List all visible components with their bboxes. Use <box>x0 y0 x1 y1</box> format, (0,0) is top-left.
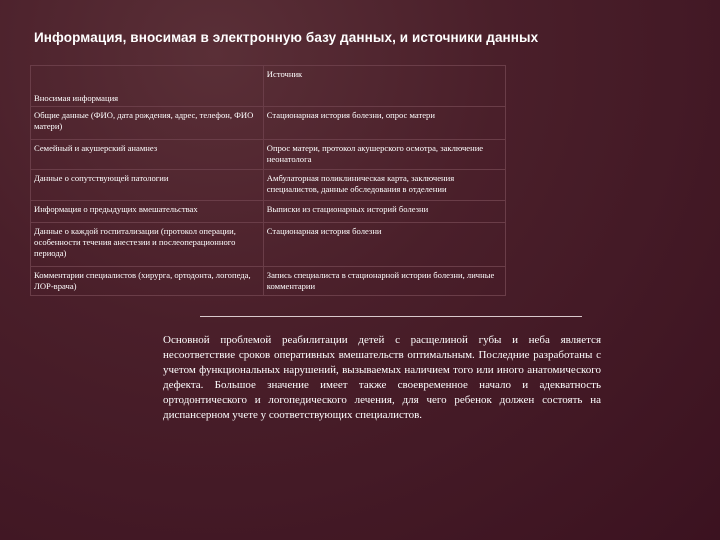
row-info: Информация о предыдущих вмешательствах <box>31 201 264 223</box>
table-row <box>31 223 506 267</box>
table-row <box>31 267 506 296</box>
slide-title: Информация, вносимая в электронную базу данных, и источники данных <box>34 30 539 45</box>
table-row <box>31 201 506 223</box>
header-source: Источник <box>263 66 505 107</box>
row-info: Комментарии специалистов (хирурга, ортодонта, логопеда, ЛОР-врача) <box>31 267 264 296</box>
body-paragraph: Основной проблемой реабилитации детей с расщелиной губы и неба является несоответствие сроков оперативных вмешательств оптимальным. Последние разработаны с учетом функциональных нарушений, вызываемых наличием того или иного анатомического дефекта. Большое значение имеет также своевременное начало и адекватность ортодонтического и логопедического лечения, для чего ребенок должен состоять на диспансерном учете у соответствующих специалистов. <box>163 334 601 421</box>
header-info: Вносимая информация <box>31 66 264 107</box>
row-info: Данные о каждой госпитализации (протокол операции, особенности течения анестезии и послеоперационного периода) <box>31 223 264 267</box>
table-row <box>31 107 506 140</box>
row-source: Выписки из стационарных историй болезни <box>263 201 505 223</box>
row-source: Амбулаторная поликлиническая карта, заключения специалистов, данные обследования в отделении <box>263 170 505 201</box>
row-info: Общие данные (ФИО, дата рождения, адрес, телефон, ФИО матери) <box>31 107 264 140</box>
row-source: Запись специалиста в стационарной истории болезни, личные комментарии <box>263 267 505 296</box>
row-source: Опрос матери, протокол акушерского осмотра, заключение неонатолога <box>263 140 505 170</box>
row-info: Данные о сопутствующей патологии <box>31 170 264 201</box>
data-table <box>30 65 506 296</box>
table-header-row <box>31 66 506 107</box>
table-row <box>31 140 506 170</box>
row-source: Стационарная история болезни, опрос матери <box>263 107 505 140</box>
row-info: Семейный и акушерский анамнез <box>31 140 264 170</box>
row-source: Стационарная история болезни <box>263 223 505 267</box>
divider-line <box>200 316 582 317</box>
table-row <box>31 170 506 201</box>
